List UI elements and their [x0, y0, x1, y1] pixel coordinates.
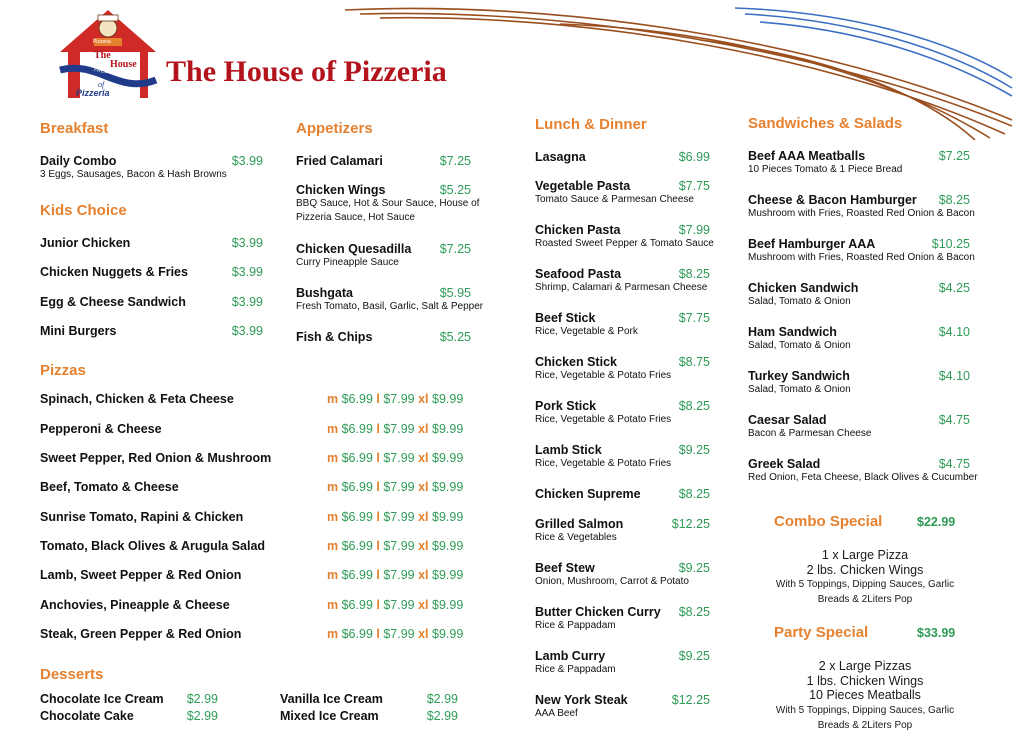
item-desc: Shrimp, Calamari & Parmesan Cheese: [535, 282, 708, 293]
item-desc: Rice, Vegetable & Potato Fries: [535, 370, 672, 381]
combo-note: Breads & 2Liters Pop: [817, 594, 913, 605]
combo-special-price: $22.99: [917, 515, 956, 529]
item-desc: Mushroom with Fries, Roasted Red Onion & Bacon: [748, 252, 975, 263]
price-xl: $9.99: [432, 392, 464, 406]
item-price: $5.25: [439, 183, 471, 197]
price-m: $6.99: [341, 422, 373, 436]
item-name: Mixed Ice Cream: [280, 709, 379, 723]
price-m: $6.99: [341, 568, 373, 582]
item-desc: Red Onion, Feta Cheese, Black Olives & Cucumber: [748, 472, 978, 483]
menu-item: [748, 369, 970, 397]
price-m: $6.99: [341, 510, 373, 524]
menu-item: [748, 237, 975, 265]
item-name: Chocolate Ice Cream: [40, 692, 164, 706]
item-name: Lamb Stick: [535, 443, 602, 457]
item-name: Greek Salad: [748, 457, 821, 471]
item-desc: Rice, Vegetable & Potato Fries: [535, 414, 672, 425]
item-price: $4.75: [938, 413, 970, 427]
section-pizzas: Pizzas: [40, 362, 86, 379]
menu-item: [748, 193, 975, 221]
menu-item: [535, 517, 710, 545]
item-price: $4.25: [938, 281, 970, 295]
combo-special-details: [750, 548, 980, 607]
item-desc: Rice, Vegetable & Potato Fries: [535, 458, 672, 469]
menu-item: [280, 692, 458, 706]
logo: [58, 10, 158, 100]
price-l: $7.99: [383, 480, 415, 494]
item-name: Junior Chicken: [40, 236, 131, 250]
size-label-l: l: [376, 627, 380, 641]
size-label-l: l: [376, 451, 380, 465]
pizza-name: Pepperoni & Cheese: [40, 422, 162, 436]
item-price: $8.25: [678, 605, 710, 619]
item-price: $2.99: [426, 692, 458, 706]
menu-item: [535, 355, 710, 383]
item-name: Chicken Sandwich: [748, 281, 859, 295]
pizza-prices: [327, 422, 463, 436]
menu-item: [296, 286, 484, 314]
section-lunch-dinner: Lunch & Dinner: [535, 116, 647, 133]
menu-item: [296, 183, 480, 225]
item-price: $6.99: [678, 150, 710, 164]
price-xl: $9.99: [432, 510, 464, 524]
size-label-l: l: [376, 568, 380, 582]
item-price: $7.75: [678, 179, 710, 193]
size-label-m: m: [327, 627, 339, 641]
menu-item: [748, 325, 970, 353]
logo-word-of: of: [98, 80, 105, 89]
menu-item: [535, 561, 710, 589]
item-price: $3.99: [231, 324, 263, 338]
pizza-name: Lamb, Sweet Pepper & Red Onion: [40, 568, 242, 582]
price-xl: $9.99: [432, 627, 464, 641]
item-desc: Onion, Mushroom, Carrot & Potato: [535, 576, 689, 587]
pizza-prices: [327, 568, 463, 582]
size-label-xl: xl: [418, 568, 429, 582]
item-price: $5.95: [439, 286, 471, 300]
item-desc: Roasted Sweet Pepper & Tomato Sauce: [535, 238, 714, 249]
item-desc: Mushroom with Fries, Roasted Red Onion & Bacon: [748, 208, 975, 219]
section-kids-choice: Kids Choice: [40, 202, 127, 219]
size-label-m: m: [327, 568, 339, 582]
item-name: Chocolate Cake: [40, 709, 134, 723]
menu-item: [535, 693, 710, 721]
item-name: Ham Sandwich: [748, 325, 837, 339]
menu-item: [40, 324, 263, 338]
item-name: Lamb Curry: [535, 649, 606, 663]
size-label-xl: xl: [418, 598, 429, 612]
price-xl: $9.99: [432, 568, 464, 582]
price-l: $7.99: [383, 422, 415, 436]
item-price: $4.10: [938, 369, 970, 383]
price-m: $6.99: [341, 392, 373, 406]
size-label-m: m: [327, 598, 339, 612]
item-price: $5.25: [439, 330, 471, 344]
item-desc: Rice & Pappadam: [535, 664, 616, 675]
price-xl: $9.99: [432, 422, 464, 436]
menu-item: [40, 265, 263, 279]
price-xl: $9.99: [432, 480, 464, 494]
menu-item: [40, 236, 263, 250]
item-name: Caesar Salad: [748, 413, 827, 427]
item-name: Fish & Chips: [296, 330, 373, 344]
combo-note: With 5 Toppings, Dipping Sauces, Garlic: [775, 579, 955, 590]
menu-item: [535, 399, 710, 427]
item-desc: BBQ Sauce, Hot & Sour Sauce, House of Pizzeria Sauce, Hot Sauce: [296, 198, 480, 223]
item-desc: 10 Pieces Tomato & 1 Piece Bread: [748, 164, 903, 175]
size-label-l: l: [376, 510, 380, 524]
size-label-xl: xl: [418, 539, 429, 553]
size-label-m: m: [327, 480, 339, 494]
combo-line: 1 x Large Pizza: [821, 548, 909, 562]
item-desc: Bacon & Parmesan Cheese: [748, 428, 872, 439]
size-label-l: l: [376, 598, 380, 612]
item-name: Egg & Cheese Sandwich: [40, 295, 186, 309]
pizza-prices: [327, 539, 463, 553]
size-label-xl: xl: [418, 392, 429, 406]
menu-item: [748, 149, 970, 177]
item-name: Vanilla Ice Cream: [280, 692, 383, 706]
item-name: Seafood Pasta: [535, 267, 622, 281]
price-xl: $9.99: [432, 598, 464, 612]
item-desc: Fresh Tomato, Basil, Garlic, Salt & Pepper: [296, 301, 484, 312]
item-desc: Salad, Tomato & Onion: [748, 296, 851, 307]
item-desc: Curry Pineapple Sauce: [296, 257, 399, 268]
item-name: New York Steak: [535, 693, 628, 707]
menu-item: [535, 150, 710, 164]
menu-item: [535, 649, 710, 677]
item-desc: Tomato Sauce & Parmesan Cheese: [535, 194, 694, 205]
price-l: $7.99: [383, 627, 415, 641]
section-sandwiches-salads: Sandwiches & Salads: [748, 115, 903, 132]
menu-item: [296, 242, 471, 270]
pizza-prices: [327, 480, 463, 494]
item-name: Pork Stick: [535, 399, 597, 413]
party-special-title: Party Special: [774, 624, 869, 641]
item-price: $4.10: [938, 325, 970, 339]
section-breakfast: Breakfast: [40, 120, 109, 137]
price-l: $7.99: [383, 392, 415, 406]
item-price: $3.99: [231, 265, 263, 279]
item-price: $4.75: [938, 457, 970, 471]
party-note: Breads & 2Liters Pop: [817, 719, 913, 731]
price-m: $6.99: [341, 598, 373, 612]
menu-item: [535, 179, 710, 207]
menu-item: [748, 457, 978, 485]
item-price: $12.25: [671, 693, 710, 707]
item-price: $3.99: [231, 236, 263, 250]
logo-word-pizzeria: Pizzeria: [76, 88, 110, 98]
menu-item: [296, 154, 471, 168]
combo-special-title: Combo Special: [774, 513, 883, 530]
pizza-name: Spinach, Chicken & Feta Cheese: [40, 392, 234, 406]
party-special-details: [750, 659, 980, 733]
logo-band-text: FRESH & TASTY: [93, 67, 133, 79]
item-price: $7.75: [678, 311, 710, 325]
item-price: $3.99: [231, 154, 263, 168]
price-l: $7.99: [383, 539, 415, 553]
party-special-price: $33.99: [917, 626, 956, 640]
item-price: $8.25: [678, 267, 710, 281]
size-label-l: l: [376, 422, 380, 436]
size-label-m: m: [327, 510, 339, 524]
item-name: Lasagna: [535, 150, 586, 164]
item-name: Chicken Pasta: [535, 223, 621, 237]
item-name: Chicken Supreme: [535, 487, 641, 501]
logo-word-the: The: [94, 50, 111, 61]
item-price: $7.99: [678, 223, 710, 237]
item-price: $8.25: [678, 487, 710, 501]
item-price: $7.25: [938, 149, 970, 163]
item-desc: Rice, Vegetable & Pork: [535, 326, 638, 337]
combo-line: 2 lbs. Chicken Wings: [806, 562, 924, 577]
pizza-prices: [327, 627, 463, 641]
page-title: The House of Pizzeria: [166, 55, 447, 88]
item-name: Butter Chicken Curry: [535, 605, 661, 619]
size-label-m: m: [327, 422, 339, 436]
pizza-prices: [327, 451, 463, 465]
menu-item: [535, 605, 710, 633]
item-price: $9.25: [678, 561, 710, 575]
item-name: Bushgata: [296, 286, 353, 300]
menu-item: [535, 223, 714, 251]
item-name: Turkey Sandwich: [748, 369, 850, 383]
price-l: $7.99: [383, 598, 415, 612]
pizza-name: Beef, Tomato & Cheese: [40, 480, 179, 494]
pizza-prices: [327, 598, 463, 612]
section-appetizers: Appetizers: [296, 120, 373, 137]
price-m: $6.99: [341, 539, 373, 553]
item-name: Chicken Stick: [535, 355, 617, 369]
item-desc: Rice & Pappadam: [535, 620, 616, 631]
item-desc: Salad, Tomato & Onion: [748, 340, 851, 351]
item-price: $7.25: [439, 154, 471, 168]
price-m: $6.99: [341, 480, 373, 494]
size-label-xl: xl: [418, 510, 429, 524]
item-name: Chicken Nuggets & Fries: [40, 265, 188, 279]
price-xl: $9.99: [432, 539, 464, 553]
item-name: Beef Hamburger AAA: [748, 237, 876, 251]
price-m: $6.99: [341, 451, 373, 465]
menu-item: [280, 709, 458, 723]
item-price: $12.25: [671, 517, 710, 531]
item-price: $8.25: [678, 399, 710, 413]
menu-item: [40, 295, 263, 309]
item-name: Mini Burgers: [40, 324, 117, 338]
party-line: 2 x Large Pizzas: [818, 659, 912, 673]
item-price: $8.25: [938, 193, 970, 207]
item-name: Grilled Salmon: [535, 517, 624, 531]
size-label-xl: xl: [418, 422, 429, 436]
menu-item: [535, 443, 710, 471]
party-line: 1 lbs. Chicken Wings: [806, 673, 924, 688]
party-line: 10 Pieces Meatballs: [809, 688, 921, 702]
price-l: $7.99: [383, 510, 415, 524]
item-price: $2.99: [186, 692, 218, 706]
section-desserts: Desserts: [40, 666, 104, 683]
item-price: $2.99: [186, 709, 218, 723]
item-price: $2.99: [426, 709, 458, 723]
item-price: $8.75: [678, 355, 710, 369]
item-desc: Salad, Tomato & Onion: [748, 384, 851, 395]
logo-word-house: House: [110, 59, 137, 70]
size-label-xl: xl: [418, 451, 429, 465]
logo-badge: Pizzeria: [93, 39, 111, 45]
item-name: Chicken Quesadilla: [296, 242, 412, 256]
size-label-m: m: [327, 539, 339, 553]
item-name: Cheese & Bacon Hamburger: [748, 193, 917, 207]
item-name: Beef Stick: [535, 311, 596, 325]
item-price: $10.25: [931, 237, 970, 251]
menu-item: [535, 267, 710, 295]
size-label-l: l: [376, 392, 380, 406]
pizza-name: Sunrise Tomato, Rapini & Chicken: [40, 510, 244, 524]
pizza-prices: [327, 392, 463, 406]
size-label-l: l: [376, 480, 380, 494]
pizza-prices: [327, 510, 463, 524]
size-label-xl: xl: [418, 480, 429, 494]
item-price: $9.25: [678, 649, 710, 663]
menu-item: [40, 709, 218, 723]
menu-item: [748, 281, 970, 309]
item-name: Beef AAA Meatballs: [748, 149, 866, 163]
size-label-m: m: [327, 392, 339, 406]
price-l: $7.99: [383, 451, 415, 465]
pizza-name: Tomato, Black Olives & Arugula Salad: [40, 539, 266, 553]
item-price: $9.25: [678, 443, 710, 457]
menu-item: [748, 413, 970, 441]
party-note: With 5 Toppings, Dipping Sauces, Garlic: [775, 704, 955, 716]
price-m: $6.99: [341, 627, 373, 641]
menu-item: [40, 692, 218, 706]
item-name: Daily Combo: [40, 154, 117, 168]
item-price: $3.99: [231, 295, 263, 309]
size-label-xl: xl: [418, 627, 429, 641]
item-name: Vegetable Pasta: [535, 179, 631, 193]
pizza-name: Steak, Green Pepper & Red Onion: [40, 627, 242, 641]
menu-item: [535, 487, 710, 501]
item-desc: Rice & Vegetables: [535, 532, 617, 543]
item-name: Chicken Wings: [296, 183, 386, 197]
item-name: Beef Stew: [535, 561, 595, 575]
menu-item: [535, 311, 710, 339]
size-label-l: l: [376, 539, 380, 553]
menu-item: [40, 154, 263, 182]
item-price: $7.25: [439, 242, 471, 256]
size-label-m: m: [327, 451, 339, 465]
item-desc: 3 Eggs, Sausages, Bacon & Hash Browns: [40, 169, 227, 180]
item-name: Fried Calamari: [296, 154, 383, 168]
price-l: $7.99: [383, 568, 415, 582]
menu-item: [296, 330, 471, 344]
item-desc: AAA Beef: [535, 708, 578, 719]
pizza-name: Anchovies, Pineapple & Cheese: [40, 598, 230, 612]
price-xl: $9.99: [432, 451, 464, 465]
pizza-name: Sweet Pepper, Red Onion & Mushroom: [40, 451, 272, 465]
